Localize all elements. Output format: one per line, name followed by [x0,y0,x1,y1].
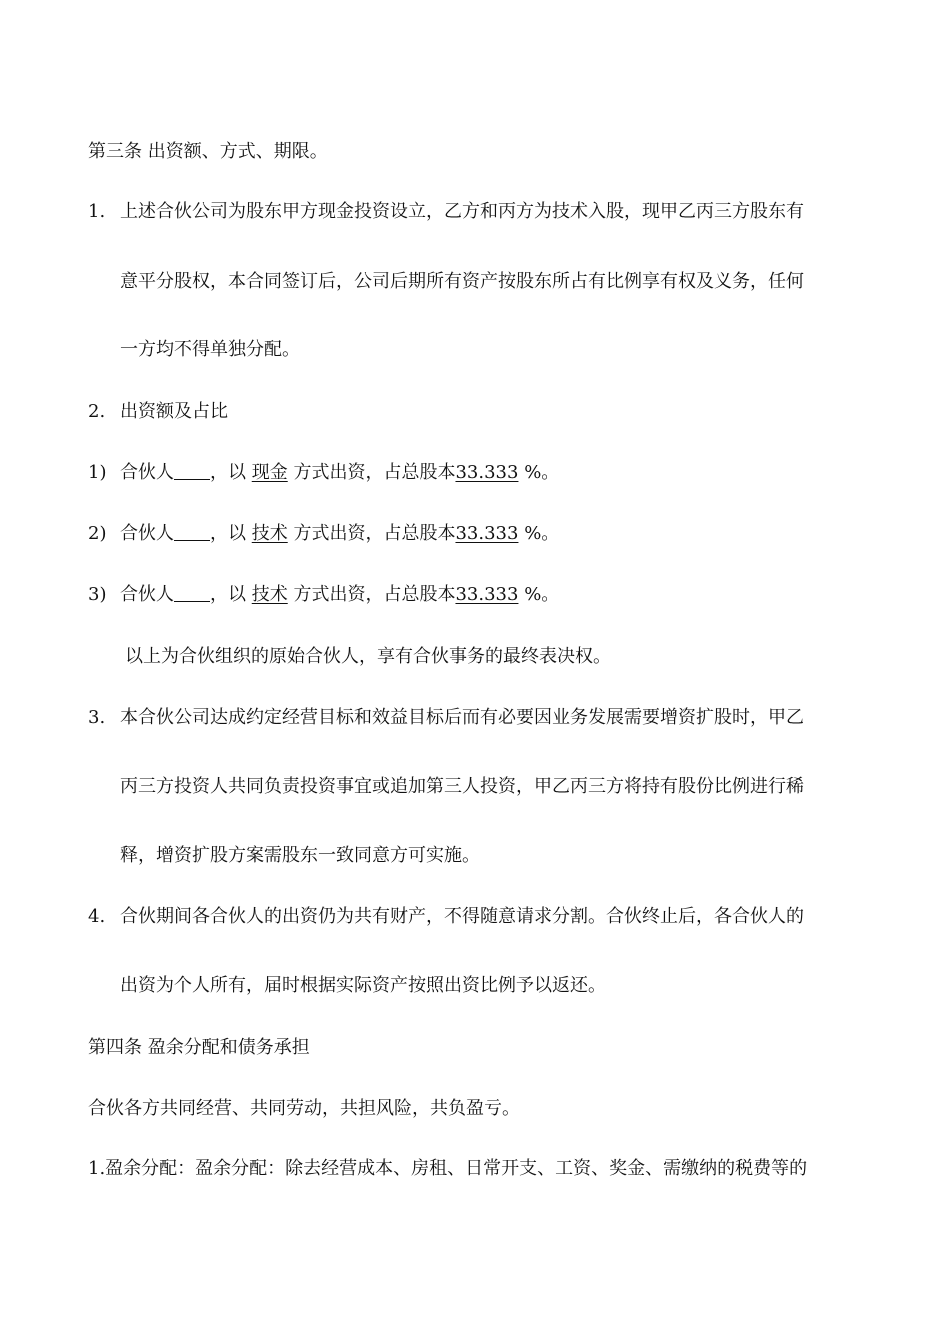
share-unit: %。 [524,462,560,483]
item-4-line-1: 合伙期间各合伙人的出资仍为共有财产，不得随意请求分割。合伙终止后，各合伙人的 [120,906,804,927]
item-3-number: 3. [88,707,106,728]
share-unit: %。 [524,523,560,544]
item-1-line-1: 上述合伙公司为股东甲方现金投资设立，乙方和丙方为技术入股，现甲乙丙三方股东有 [120,201,804,222]
item-4-line-2: 出资为个人所有，届时根据实际资产按照出资比例予以返还。 [120,975,606,996]
share-percentage: 33.333 [455,584,519,605]
partner-label: 合伙人 [120,462,174,483]
partner-2-number: 2) [88,523,107,544]
item-4-number: 4. [88,906,106,927]
partner-2-line [120,522,559,546]
item-3-line-1: 本合伙公司达成约定经营目标和效益目标后而有必要因业务发展需要增资扩股时，甲乙 [120,707,804,728]
partner-label: 合伙人 [120,584,174,605]
item-1-number: 1. [88,201,106,222]
item-3-line-2: 丙三方投资人共同负责投资事宜或追加第三人投资，甲乙丙三方将持有股份比例进行稀 [120,776,804,797]
article-4-heading: 第四条 盈余分配和债务承担 [88,1037,310,1058]
article-3-heading: 第三条 出资额、方式、期限。 [88,141,328,162]
item-1-line-3: 一方均不得单独分配。 [120,339,300,360]
partner-3-line [120,583,559,607]
item-2-number: 2. [88,401,106,422]
partner-name-blank [174,583,210,602]
article-4-item-1-line-1: 1.盈余分配：盈余分配：除去经营成本、房租、日常开支、工资、奖金、需缴纳的税费等的 [88,1158,808,1179]
share-percentage: 33.333 [455,523,519,544]
partner-connector: ，以 [210,462,246,483]
contribution-suffix: 方式出资，占总股本 [293,523,456,544]
original-partners-note: 以上为合伙组织的原始合伙人，享有合伙事务的最终表决权。 [125,646,611,667]
contribution-method: 技术 [251,523,288,544]
contribution-method: 现金 [251,462,288,483]
item-3-line-3: 释，增资扩股方案需股东一致同意方可实施。 [120,845,480,866]
article-4-intro: 合伙各方共同经营、共同劳动，共担风险，共负盈亏。 [88,1098,520,1119]
partner-connector: ，以 [210,584,246,605]
share-percentage: 33.333 [455,462,519,483]
contribution-method: 技术 [251,584,288,605]
partner-1-number: 1) [88,462,107,483]
contribution-suffix: 方式出资，占总股本 [293,462,456,483]
item-1-line-2: 意平分股权，本合同签订后，公司后期所有资产按股东所占有比例享有权及义务，任何 [120,271,804,292]
partner-1-line [120,461,559,485]
partner-3-number: 3) [88,584,107,605]
partner-label: 合伙人 [120,523,174,544]
partner-name-blank [174,522,210,541]
item-2-text: 出资额及占比 [120,401,228,422]
contribution-suffix: 方式出资，占总股本 [293,584,456,605]
partner-name-blank [174,461,210,480]
share-unit: %。 [524,584,560,605]
partner-connector: ，以 [210,523,246,544]
